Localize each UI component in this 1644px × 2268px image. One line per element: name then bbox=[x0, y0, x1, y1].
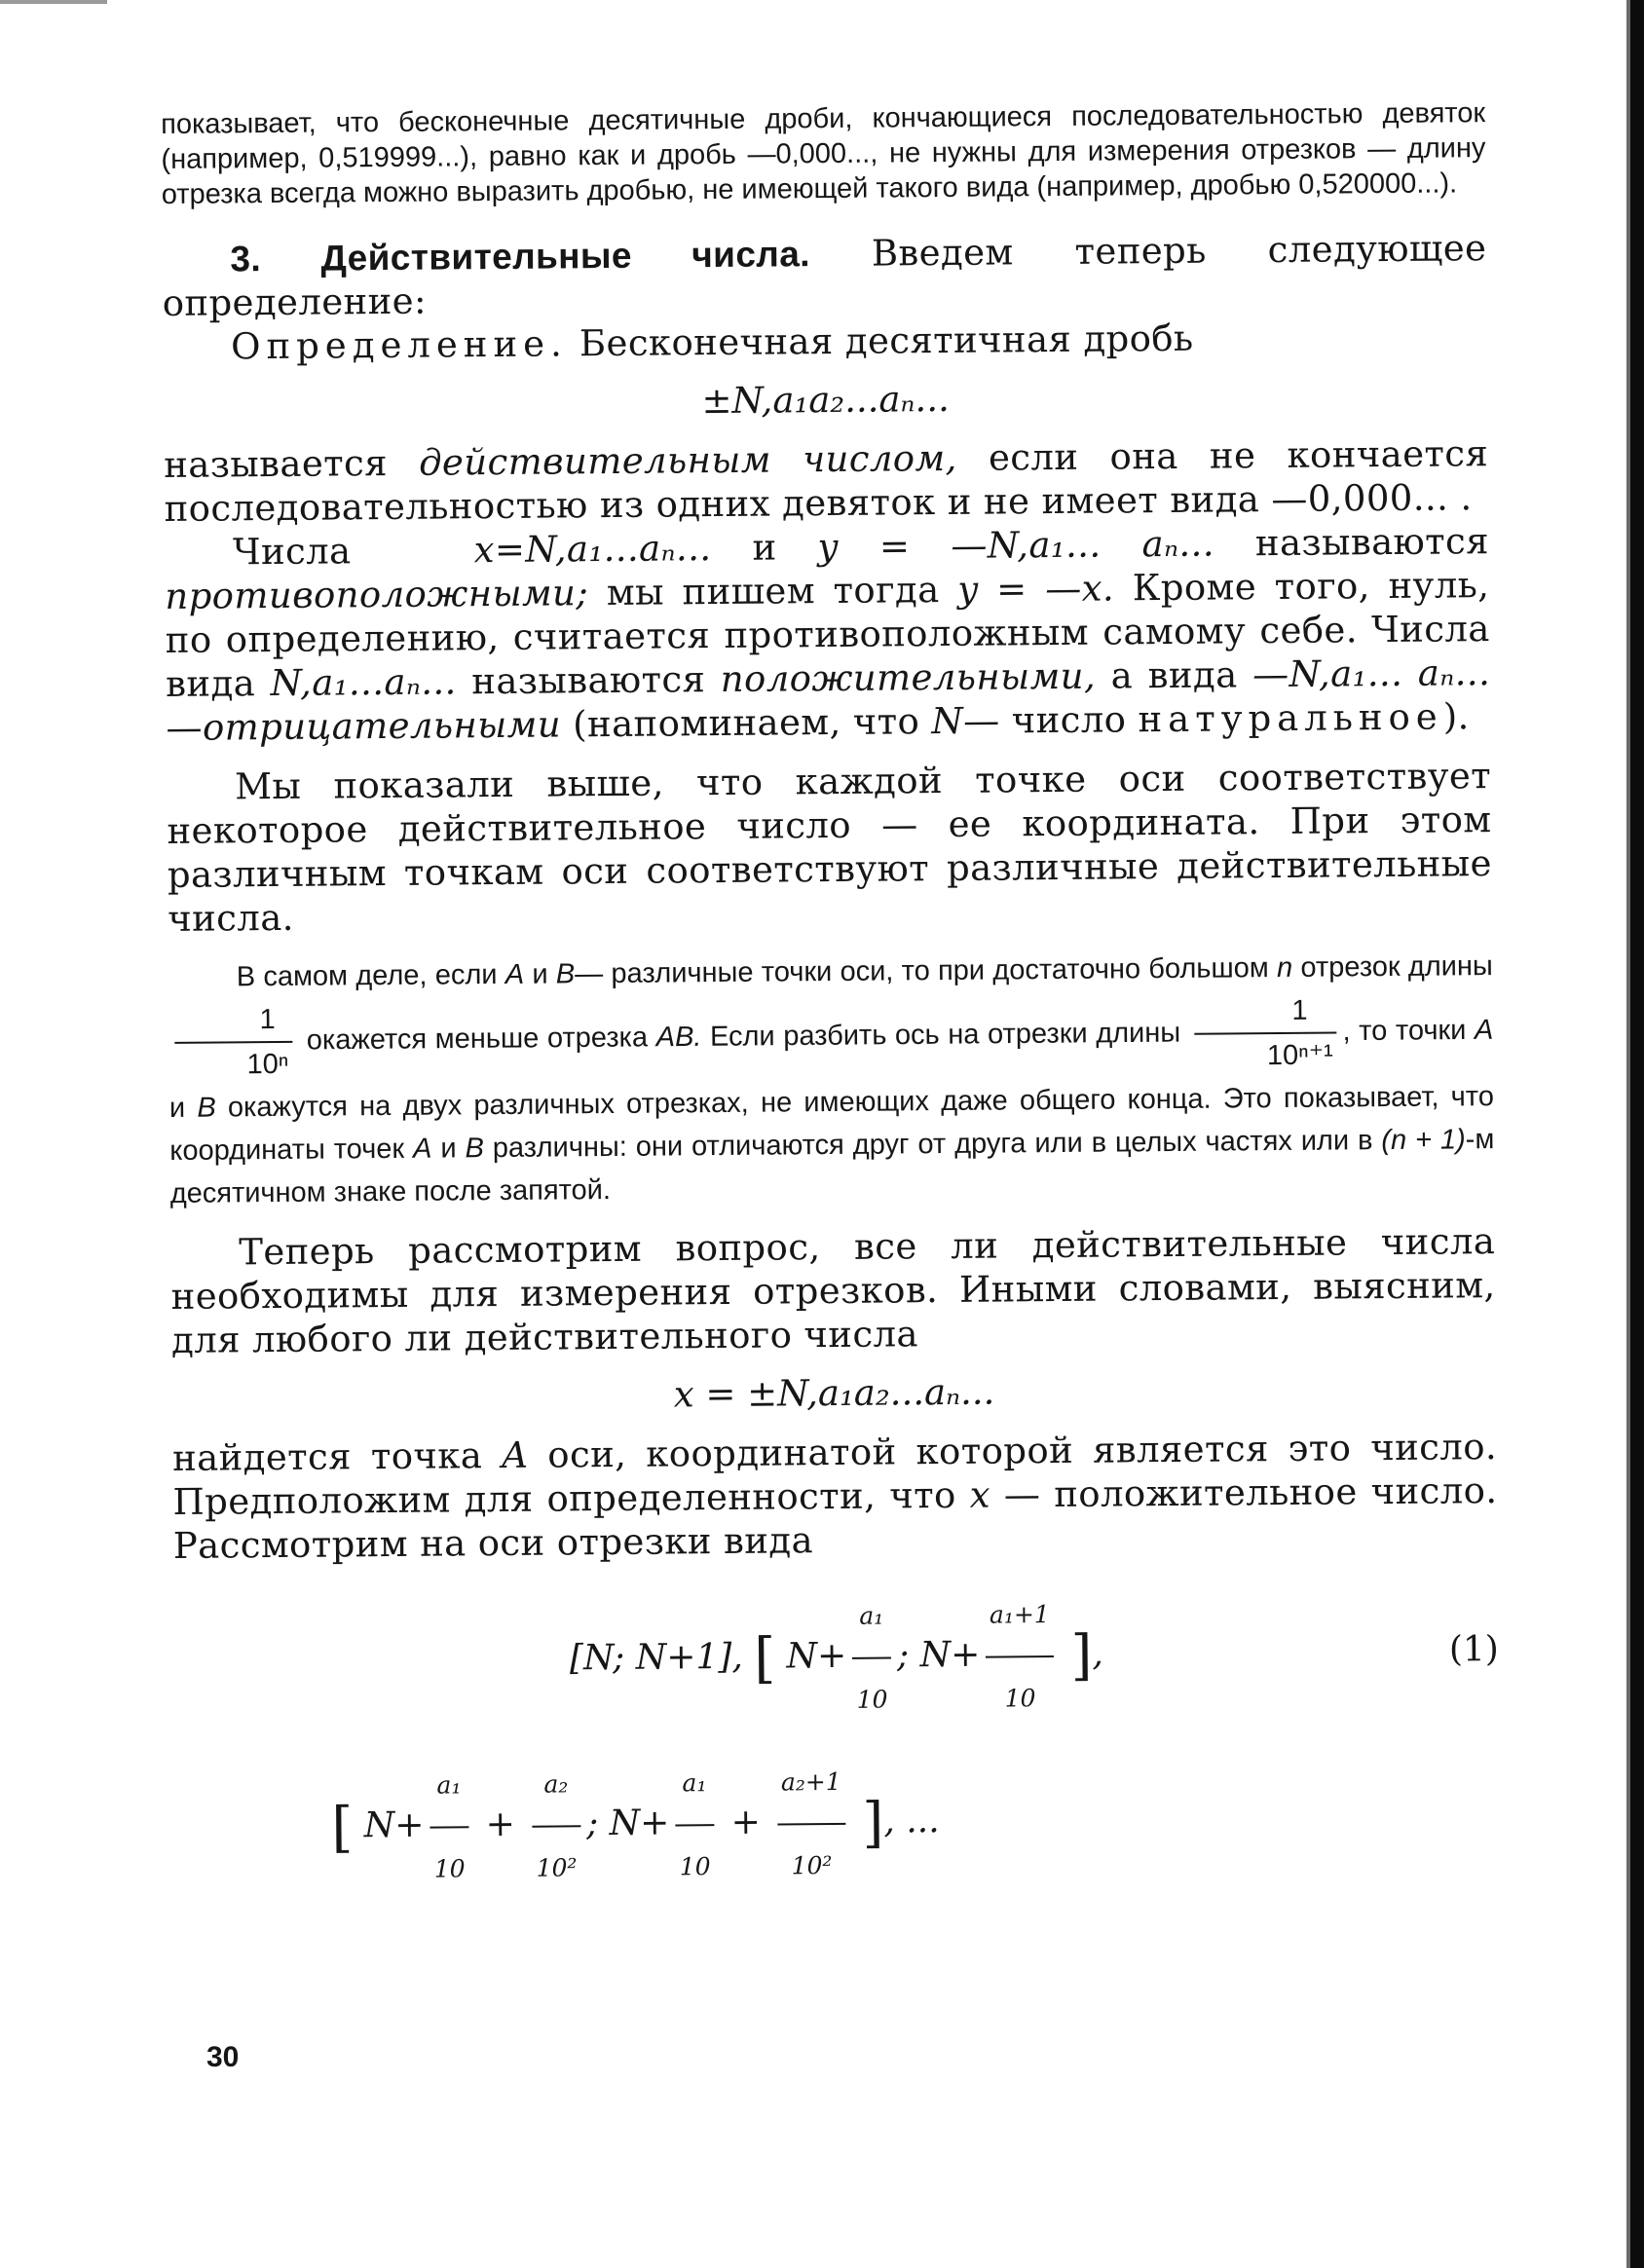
frac1-denominator: 10ⁿ bbox=[246, 1048, 289, 1081]
opp-term-positive: положительными, bbox=[720, 654, 1097, 701]
f1-semicolon: ; bbox=[896, 1635, 910, 1676]
page-number: 30 bbox=[206, 2041, 240, 2073]
f2-frac-a1-b bbox=[675, 1742, 715, 1908]
f2-frac-a1-den: 10 bbox=[433, 1854, 466, 1883]
book-page bbox=[161, 95, 1501, 1913]
opp-x-expr: x=N,a₁...aₙ... bbox=[473, 527, 712, 572]
proof-s8: различны: они отличаются друг от друга или в целых частях или в bbox=[492, 1125, 1373, 1165]
f1-nplus-b: N+ bbox=[919, 1634, 981, 1676]
find-s3: — положительное число. Рассмотрим на оси отрезки вида bbox=[172, 1469, 1498, 1567]
definition-term: Определение. bbox=[230, 322, 568, 368]
opp-y-expr: y = —N,a₁... aₙ... bbox=[817, 522, 1215, 569]
proof-a-2: A bbox=[1474, 1014, 1494, 1046]
f2-frac-a2p1-den: 10² bbox=[791, 1851, 833, 1880]
opp-term-negative: отрицательными bbox=[202, 703, 562, 749]
f1-bracket-close: ] bbox=[1070, 1623, 1093, 1688]
opp-and: и bbox=[752, 526, 777, 569]
f1-comma: , bbox=[1092, 1633, 1104, 1674]
f2-frac-a1-b-den: 10 bbox=[679, 1852, 711, 1881]
f1-bracket-open: [ bbox=[754, 1626, 776, 1691]
segments-formula bbox=[173, 1570, 1501, 1913]
proof-b: B bbox=[555, 958, 576, 990]
scan-corner-mark bbox=[0, 0, 107, 4]
frac2-denominator: 10ⁿ⁺¹ bbox=[1266, 1039, 1333, 1072]
proof-a: A bbox=[504, 958, 525, 990]
opp-neg-expr: —N,a₁... aₙ... bbox=[1252, 651, 1491, 696]
f2-frac-a1 bbox=[430, 1744, 469, 1910]
f2-semicolon: ; bbox=[585, 1803, 599, 1844]
called-paragraph bbox=[164, 431, 1489, 531]
proof-and: и bbox=[532, 958, 548, 990]
find-x: x bbox=[969, 1473, 991, 1516]
called-prefix: называется bbox=[164, 441, 389, 486]
f2-frac-a1-num: a₁ bbox=[430, 1744, 469, 1828]
f2-bracket-close: ] bbox=[862, 1791, 884, 1855]
intro-paragraph bbox=[161, 95, 1486, 212]
f2-frac-a1-b-num: a₁ bbox=[675, 1742, 715, 1826]
f2-frac-a2p1 bbox=[777, 1741, 846, 1908]
opp-a-form: а вида bbox=[1110, 653, 1238, 697]
opp-remind: (напоминаем, что bbox=[573, 700, 920, 746]
opp-we-write: мы пишем тогда bbox=[606, 569, 940, 614]
definition-formula: ±N,a₁a₂...aₙ... bbox=[701, 377, 950, 423]
proof-s4: окажется меньше отрезка bbox=[306, 1022, 649, 1057]
proof-ab: AB. bbox=[655, 1021, 702, 1054]
f2-plus-a: + bbox=[485, 1803, 516, 1845]
opp-called2: называются bbox=[471, 658, 706, 703]
opp-pos-expr: N,a₁...aₙ... bbox=[270, 660, 457, 705]
f1-nplus-a: N+ bbox=[786, 1635, 847, 1677]
f2-frac-a2p1-num: a₂+1 bbox=[777, 1741, 846, 1826]
section-heading-paragraph bbox=[162, 226, 1487, 325]
proof-s1: В самом деле, если bbox=[236, 959, 498, 993]
proof-and-2: и bbox=[168, 1092, 186, 1124]
intro-text: показывает, что бесконечные десятичные дроби, кончающиеся последовательностью девяток (например, 0,519999...), равно как и дробь —0,000..., не нужны для измерения отрезков — длину отрезка всегда можно выразить дробью, не имеющей такого вида (например, дробью 0,520000...). bbox=[161, 97, 1486, 210]
frac2-numerator: 1 bbox=[1194, 988, 1336, 1034]
f2-nplus-b: N+ bbox=[609, 1803, 670, 1844]
proof-b-2: B bbox=[197, 1092, 216, 1124]
opp-natural: натуральное bbox=[1138, 695, 1443, 741]
f2-bracket-open: [ bbox=[331, 1796, 354, 1860]
f2-comma: , bbox=[883, 1801, 895, 1841]
equation-number: (1) bbox=[1448, 1629, 1500, 1670]
question-formula: x = ±N,a₁a₂...aₙ... bbox=[673, 1370, 995, 1416]
opp-term-opposite: противоположными; bbox=[165, 572, 589, 617]
definition-text: Бесконечная десятичная дробь bbox=[579, 316, 1194, 365]
proof-s9: -м десятичном знаке после запятой. bbox=[169, 1124, 1495, 1209]
f1-part1: [N; N+1], bbox=[569, 1636, 743, 1679]
f1-frac-a1p1 bbox=[986, 1574, 1055, 1740]
find-s2: оси, координатой которой является это число. Предположим для определенности, что bbox=[172, 1426, 1498, 1523]
f2-frac-a2 bbox=[532, 1743, 581, 1909]
f2-plus-b: + bbox=[730, 1802, 761, 1842]
proof-n: n bbox=[1276, 951, 1293, 985]
f2-nplus-a: N+ bbox=[363, 1804, 425, 1846]
f1-frac-a1 bbox=[852, 1576, 892, 1741]
f1-frac-a1p1-num: a₁+1 bbox=[986, 1574, 1055, 1658]
proof-paragraph bbox=[168, 945, 1495, 1215]
formula-line-1 bbox=[173, 1570, 1499, 1747]
opp-n-var: N bbox=[931, 699, 964, 743]
frac1-numerator: 1 bbox=[174, 998, 292, 1044]
formula-line-2 bbox=[175, 1735, 1501, 1913]
proof-s5: Если разбить ось на отрезки длины bbox=[709, 1017, 1181, 1053]
fraction-one-over-ten-n-plus-one bbox=[1194, 988, 1337, 1077]
proof-n1: (n + 1) bbox=[1381, 1124, 1466, 1157]
called-rest: если она не кончается последовательностью из одних девяток и не имеет вида —0,000... . bbox=[164, 432, 1489, 530]
called-term: действительным числом, bbox=[418, 436, 957, 484]
section-heading: 3. Действительные числа. bbox=[230, 234, 811, 279]
question-text: Теперь рассмотрим вопрос, все ли действительные числа необходимы для измерения отрезков. Иными словами, выясним, для любого ли действительного числа bbox=[170, 1220, 1496, 1361]
opposites-paragraph bbox=[165, 519, 1491, 750]
proof-and-3: и bbox=[440, 1133, 457, 1165]
fraction-one-over-ten-n bbox=[174, 998, 293, 1087]
proof-s3: отрезок длины bbox=[1300, 950, 1493, 984]
proof-b-3: B bbox=[465, 1133, 484, 1165]
opp-number-word: — число bbox=[963, 698, 1127, 742]
question-paragraph bbox=[170, 1219, 1496, 1362]
f2-ellipsis: ... bbox=[906, 1801, 940, 1841]
f2-frac-a2-den: 10² bbox=[536, 1853, 578, 1882]
opp-close: ). bbox=[1442, 695, 1470, 738]
f1-frac-a1-den: 10 bbox=[856, 1685, 888, 1714]
f1-frac-a1-num: a₁ bbox=[852, 1576, 892, 1659]
f2-frac-a2-num: a₂ bbox=[532, 1743, 581, 1827]
opp-besides: Кроме того, нуль, по определению, считается противоположным самому себе. Числа вида bbox=[165, 564, 1490, 705]
opp-called: называются bbox=[1254, 520, 1490, 565]
section-lead: Введем теперь следующее определение: bbox=[162, 227, 1487, 324]
opp-p1: Числа bbox=[232, 530, 352, 574]
find-s1: найдется точка bbox=[171, 1434, 483, 1479]
proof-a-3: A bbox=[412, 1133, 432, 1165]
opp-dash: — bbox=[166, 706, 204, 749]
shown-paragraph bbox=[167, 754, 1493, 941]
scan-edge-bar bbox=[1630, 0, 1644, 2268]
find-paragraph bbox=[172, 1425, 1498, 1568]
proof-s7: окажутся на двух различных отрезках, не имеющих даже общего конца. Это показывает, что координаты точек bbox=[169, 1081, 1495, 1167]
proof-s2: — различные точки оси, то при достаточно большом bbox=[575, 952, 1269, 990]
proof-s6: , то точки bbox=[1342, 1014, 1467, 1048]
f1-frac-a1p1-den: 10 bbox=[1004, 1684, 1036, 1713]
find-a: A bbox=[502, 1433, 529, 1476]
shown-text: Мы показали выше, что каждой точке оси соответствует некоторое действительное число — ее координата. При этом различным точкам оси соответствуют различные действительные числа. bbox=[167, 755, 1493, 940]
opp-y-eq: y = —x. bbox=[957, 567, 1115, 611]
